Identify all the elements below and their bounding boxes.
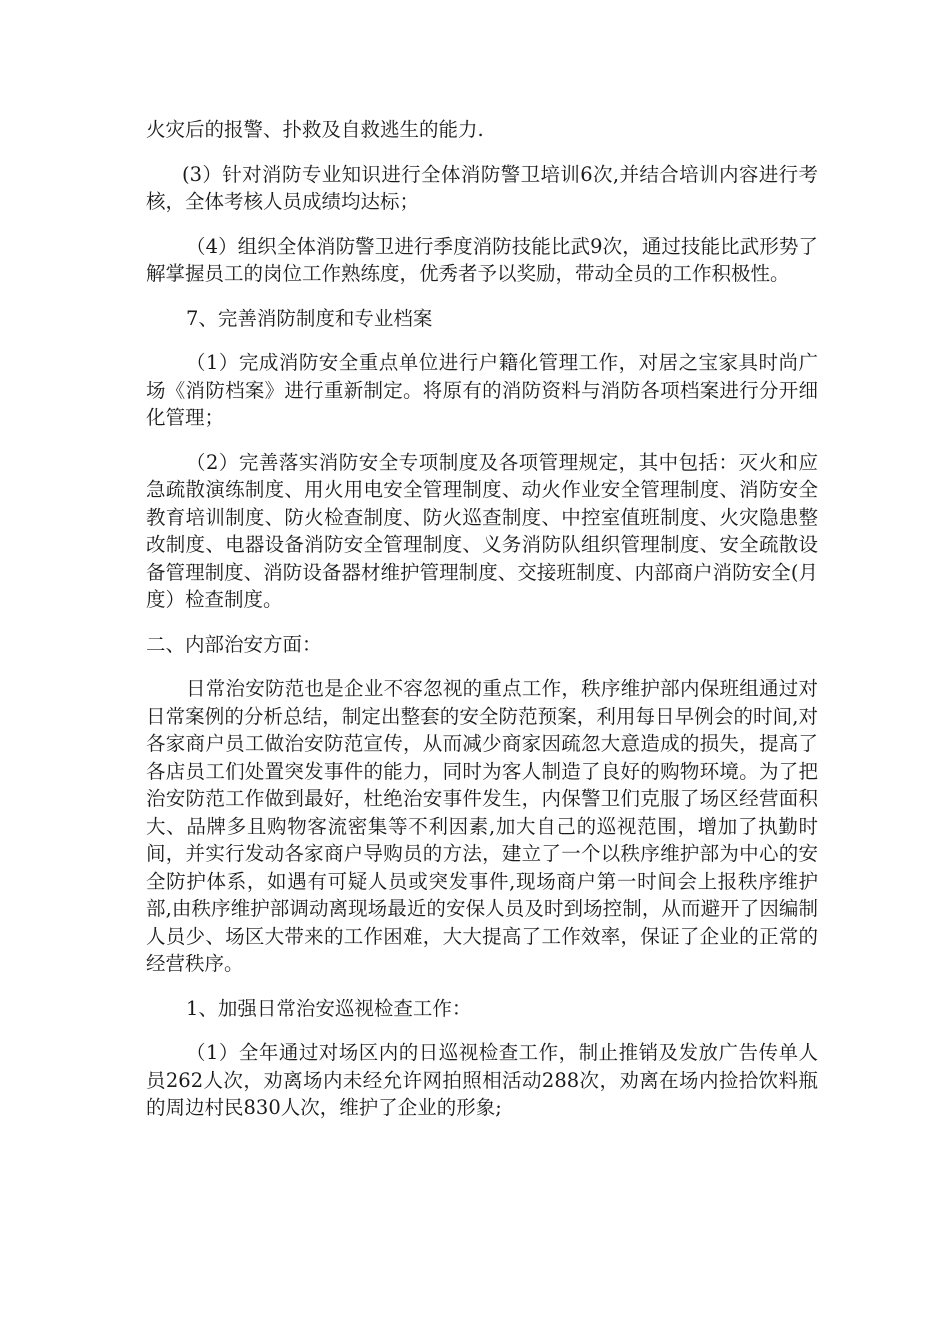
paragraph-fire-ability: 火灾后的报警、扑救及自救逃生的能力. xyxy=(146,118,484,141)
paragraph-item-2-regulations: （2）完善落实消防安全专项制度及各项管理规定，其中包括：灭火和应急疏散演练制度、用火用电安全管理制度、动火作业安全管理制度、消防安全教育培训制度、防火检查制度、防火巡查制度、中控室值班制度、火灾隐患整改制度、电器设备消防安全管理制度、义务消防队组织管理制度、安全疏散设备管理制度、消防设备器材维护管理制度、交接班制度、内部商户消防安全(月度）检查制度。 xyxy=(146,450,818,611)
document-body xyxy=(146,116,818,1139)
section-heading-internal-security: 二、内部治安方面： xyxy=(146,632,322,656)
paragraph-item-1-archives: （1）完成消防安全重点单位进行户籍化管理工作，对居之宝家具时尚广场《消防档案》进行重新制定。将原有的消防资料与消防各项档案进行分开细化管理； xyxy=(146,351,818,429)
paragraph-daily-security: 日常治安防范也是企业不容忽视的重点工作，秩序维护部内保班组通过对日常案例的分析总结，制定出整套的安全防范预案，利用每日早例会的时间,对各家商户员工做治安防范宣传，从而减少商家因疏忽大意造成的损失，提高了各店员工们处置突发事件的能力，同时为客人制造了良好的购物环境。为了把治安防范工作做到最好，杜绝治安事件发生，内保警卫们克服了场区经营面积大、品牌多且购物客流密集等不利因素,加大自己的巡视范围，增加了执勤时间，并实行发动各家商户导购员的方法，建立了一个以秩序维护部为中心的安全防护体系，如遇有可疑人员或突发事件,现场商户第一时间会上报秩序维护部,由秩序维护部调动离现场最近的安保人员及时到场控制，从而避开了因编制人员少、场区大带来的工作困难，大大提高了工作效率，保证了企业的正常的经营秩序。 xyxy=(146,677,818,975)
section-heading-7-fire-system: 7、完善消防制度和专业档案 xyxy=(186,306,433,330)
section-heading-1-patrol: 1、加强日常治安巡视检查工作： xyxy=(186,996,472,1020)
paragraph-item-1-patrol-results: （1）全年通过对场区内的日巡视检查工作，制止推销及发放广告传单人员262人次，劝离场内未经允许网拍照相活动288次，劝离在场内捡拾饮料瓶的周边村民830人次，维护了企业的形象; xyxy=(146,1041,818,1119)
paragraph-item-4-competition: （4）组织全体消防警卫进行季度消防技能比武9次，通过技能比武形势了解掌握员工的岗位工作熟练度，优秀者予以奖励，带动全员的工作积极性。 xyxy=(146,234,818,285)
paragraph-item-3-training: (3）针对消防专业知识进行全体消防警卫培训6次,并结合培训内容进行考核，全体考核人员成绩均达标； xyxy=(146,162,818,213)
